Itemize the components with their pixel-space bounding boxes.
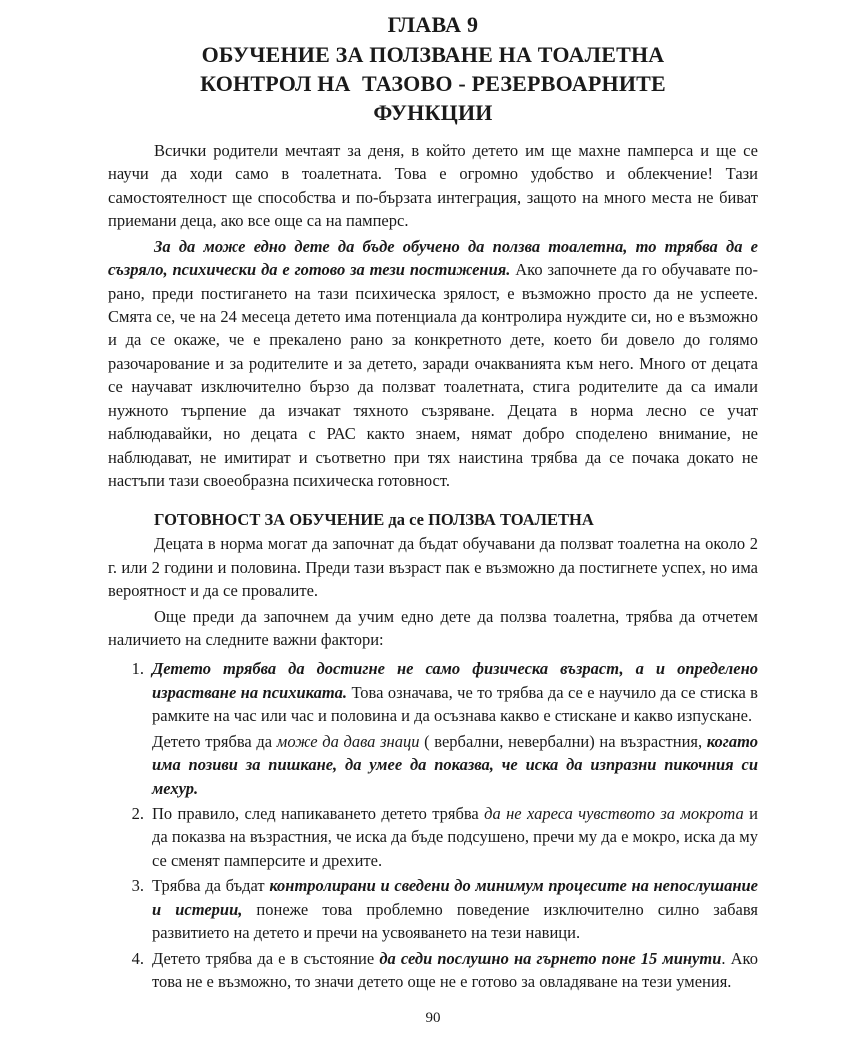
factor-1-subtext (152, 730, 758, 800)
section-heading-part1: ГОТОВНОСТ ЗА ОБУЧЕНИЕ (154, 510, 385, 530)
section-heading-part2: да се ПОЛЗВА ТОАЛЕТНА (384, 510, 594, 530)
list-item (108, 947, 758, 994)
paragraph-readiness (108, 235, 758, 493)
factor-3-text (152, 874, 758, 944)
document-title (108, 40, 758, 127)
factors-list (108, 657, 758, 993)
factor-2-rest: и да показва на възрастния, че иска да бъде подсушено, пречи му да е мокро, иска да му се сменят памперсите и дрехите. (152, 804, 758, 870)
page-number: 90 (425, 1010, 441, 1026)
factor-1-sub-italic-2: когато има позиви за пишкане, да умее да показва, че иска да изпразни пикочния си мехур. (152, 731, 758, 798)
paragraph-readiness-lead: За да може едно дете да бъде обучено да ползва тоалетна, то трябва да е съзряло, психически да е готово за тези постижения. (108, 236, 758, 280)
factor-4-text (152, 947, 758, 994)
paragraph-intro (108, 139, 758, 233)
title-line-3: ФУНКЦИИ (373, 100, 493, 126)
factor-1-sub-italic-1: може да дава знаци (276, 731, 420, 751)
factor-2-italic: да не хареса чувството за мокрота (484, 804, 744, 824)
factor-2-text (152, 802, 758, 872)
paragraph-factors-intro (108, 605, 758, 652)
paragraph-age (108, 532, 758, 602)
factor-4-prefix: Детето трябва да е в състояние (152, 948, 380, 968)
factor-4-rest: . Ако това не е възможно, то значи детето още не е готово за овладяване на тези умения. (152, 948, 758, 991)
title-line-2: КОНТРОЛ НА ТАЗОВО - РЕЗЕРВОАРНИТЕ (200, 70, 666, 96)
paragraph-age-text: Децата в норма могат да започнат да бъдат обучавани да ползват тоалетна на около 2 г. или 2 години и половина. Преди тази възраст пак е възможно да постигнете успех, но има вероятност и да се провалите. (108, 534, 758, 601)
paragraph-readiness-rest: Ако започнете да го обучавате по-рано, преди постигането на тази психическа зрялост, е възможно просто да не успеете. Смята се, че на 24 месеца детето има потенциала да контролира нуждите си, но е възможно и да се окаже, че е прекалено рано за конкретното дете, което би довело до голямо разочарование и за родителите и за детето, заради очакванията към него. Много от децата се научават изключително бързо да ползват тоалетната, стига родителите да са имали нужното търпение да изчакат тяхното съзряване. Децата в норма лесно се учат наблюдавайки, но децата с РАС както знаем, нямат добро споделено внимание, не наблюдават, не имитират и съответно при тях наистина трябва да се почака докато не настъпи тази своеобразна психическа готовност. (108, 260, 758, 490)
factor-1-sub-prefix: Детето трябва да (152, 731, 277, 751)
list-item (108, 657, 758, 800)
factor-2-prefix: По правило, след напикаването детето трябва (152, 804, 485, 824)
factor-3-italic: контролирани и сведени до минимум процесите на непослушание и истерии, (152, 876, 758, 919)
paragraph-intro-text: Всички родители мечтаят за деня, в който детето им ще махне памперса и ще се научи да ходи само в тоалетната. Това е огромно удобство и облекчение! Тази самостоятелност ще способства и по-бързата интеграция, защото на много места не биват приемани деца, ако все още са на памперс. (108, 141, 758, 231)
factor-1-rest: Това означава, че то трябва да се е научило да се стиска в рамките на час или час и половина и да осъзнава какво е стискане и какво изпускане. (152, 682, 758, 726)
paragraph-factors-intro-text: Още преди да започнем да учим едно дете да ползва тоалетна, трябва да отчетем наличието на следните важни фактори: (108, 606, 758, 650)
factor-1-text (152, 657, 758, 727)
list-item (108, 802, 758, 872)
title-line-1: ОБУЧЕНИЕ ЗА ПОЛЗВАНЕ НА ТОАЛЕТНА (201, 41, 665, 67)
section-heading (108, 510, 758, 530)
factor-3-rest: понеже това проблемно поведение изключително силно забавя развитието на детето и пречи на усвояването на тези навици. (152, 899, 758, 943)
factor-1-sub-mid: ( вербални, невербални) на възрастния, (419, 731, 707, 751)
factor-1-lead: Детето трябва да достигне не само физическа възраст, а и определено израстване на психиката. (152, 659, 758, 702)
factor-4-italic: да седи послушно на гърнето поне 15 минути (379, 948, 722, 968)
list-item (108, 874, 758, 944)
chapter-heading: ГЛАВА 9 (387, 12, 479, 37)
factor-3-prefix: Трябва да бъдат (152, 876, 270, 896)
